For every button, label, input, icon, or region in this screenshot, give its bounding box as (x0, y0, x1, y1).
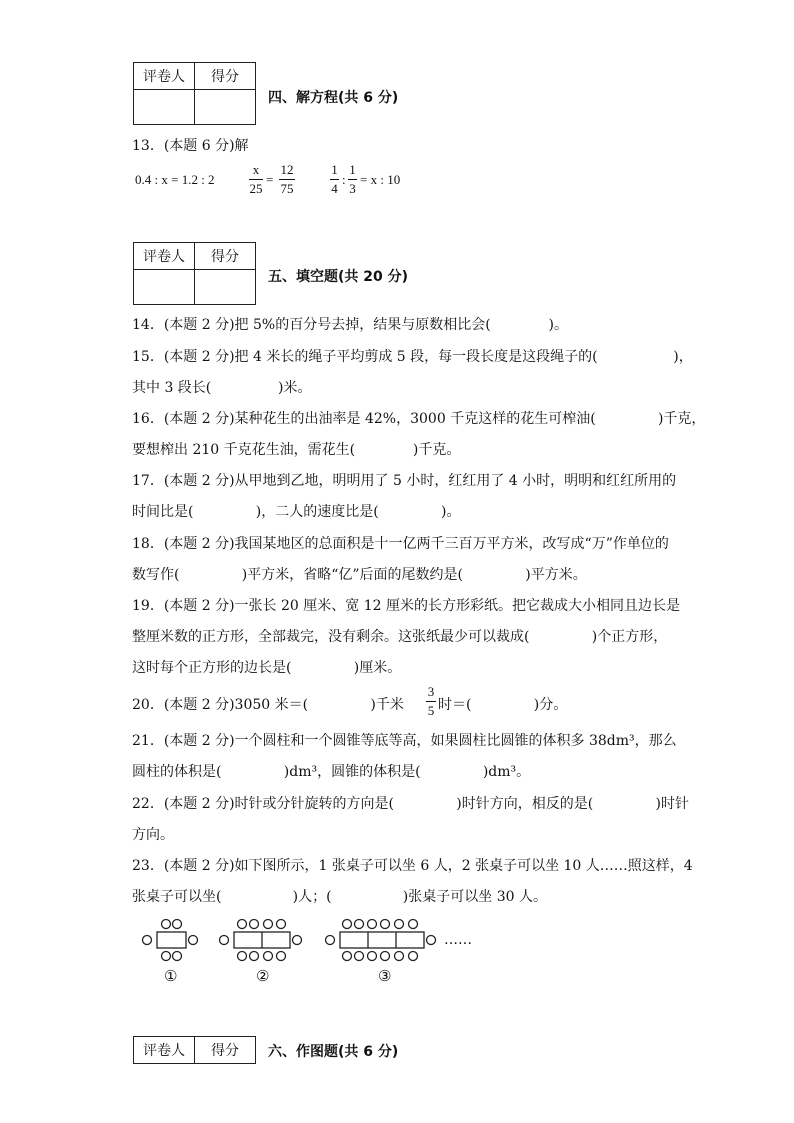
equals-sign: = (266, 172, 274, 187)
q18-line1: 18．(本题 2 分)我国某地区的总面积是十一亿两千三百万平方米，改写成“万”作单位的 (132, 536, 669, 552)
fraction-denominator: 3 (349, 181, 356, 196)
q15-line1: 15．(本题 2 分)把 4 米长的绳子平均剪成 5 段，每一段长度是这段绳子的( )， (132, 349, 693, 365)
fraction-denominator: 5 (427, 703, 435, 718)
grader-cell[interactable] (134, 90, 195, 125)
q16-line2: 要想榨出 210 千克花生油，需花生( )千克。 (132, 442, 461, 458)
q22-line1: 22．(本题 2 分)时针或分针旋转的方向是( )时针方向，相反的是( )时针 (132, 796, 689, 812)
q17-line2: 时间比是( )，二人的速度比是( )。 (132, 504, 461, 520)
fraction-numerator: x (252, 162, 260, 177)
q14: 14．(本题 2 分)把 5%的百分号去掉，结果与原数相比会( )。 (132, 317, 568, 333)
score-cell[interactable] (195, 90, 256, 125)
grader-header: 评卷人 (134, 63, 195, 90)
fraction-denominator: 25 (249, 181, 263, 196)
score-table-six (133, 1036, 256, 1064)
fraction-numerator: 12 (280, 162, 294, 177)
colon: : (342, 172, 346, 187)
figure-one-table (143, 920, 198, 961)
section-four-title: 四、解方程(共 6 分) (268, 90, 399, 106)
score-table-four (133, 62, 256, 125)
q21-line1: 21．(本题 2 分)一个圆柱和一个圆锥等底等高，如果圆柱比圆锥的体积多 38dm³，那么 (132, 733, 677, 749)
q20-part1: 20．(本题 2 分)3050 米＝( )千米 (132, 697, 404, 713)
q21-line2: 圆柱的体积是( )dm³，圆锥的体积是( )dm³。 (132, 764, 531, 780)
q13-eq2-left-fraction (249, 162, 263, 197)
figure-three-tables (326, 920, 436, 961)
q22-line2: 方向。 (132, 827, 174, 843)
fraction-numerator: 1 (331, 162, 338, 177)
q19-line3: 这时每个正方形的边长是( )厘米。 (132, 660, 402, 676)
fraction-denominator: 75 (280, 181, 294, 196)
q13-eq1: 0.4 : x = 1.2 : 2 (135, 172, 215, 187)
score-table-five (133, 242, 256, 305)
q20-part2: 时＝( )分。 (438, 697, 568, 713)
q23-line2: 张桌子可以坐( )人；( )张桌子可以坐 30 人。 (132, 889, 547, 905)
section-six-title: 六、作图题(共 6 分) (268, 1044, 399, 1060)
score-header: 得分 (195, 1037, 256, 1064)
q13-eq3-fraction-b (348, 162, 357, 197)
q13-eq3-fraction-a (330, 162, 339, 197)
fraction-numerator: 1 (349, 162, 356, 177)
q19-line1: 19．(本题 2 分)一张长 20 厘米、宽 12 厘米的长方形彩纸。把它裁成大小相同且边长是 (132, 598, 680, 614)
table-seating-figure (136, 915, 486, 987)
q18-line2: 数写作( )平方米，省略“亿”后面的尾数约是( )平方米。 (132, 567, 587, 583)
figure-label-3: ③ (378, 967, 392, 985)
q16-line1: 16．(本题 2 分)某种花生的出油率是 42%，3000 千克这样的花生可榨油( )千克， (132, 411, 706, 427)
grader-cell[interactable] (134, 270, 195, 305)
q13-eq3-rest: = x : 10 (360, 172, 401, 187)
fraction-denominator: 4 (331, 181, 338, 196)
score-cell[interactable] (195, 270, 256, 305)
q17-line1: 17．(本题 2 分)从甲地到乙地，明明用了 5 小时，红红用了 4 小时，明明和红红所用的 (132, 473, 677, 489)
q13-eq2-right-fraction (279, 162, 295, 197)
q15-line2: 其中 3 段长( )米。 (132, 380, 312, 396)
grader-header: 评卷人 (134, 243, 195, 270)
figure-label-1: ① (164, 967, 178, 985)
figure-two-tables (220, 920, 302, 961)
section-five-title: 五、填空题(共 20 分) (268, 269, 409, 285)
score-header: 得分 (195, 243, 256, 270)
q19-line2: 整厘米数的正方形，全部裁完，没有剩余。这张纸最少可以裁成( )个正方形， (132, 629, 668, 645)
q20-fraction (426, 684, 436, 719)
fraction-numerator: 3 (427, 684, 435, 699)
q13-label: 13．(本题 6 分)解 (132, 138, 249, 154)
grader-header: 评卷人 (134, 1037, 195, 1064)
score-header: 得分 (195, 63, 256, 90)
continuation-dots: …… (444, 932, 472, 948)
figure-label-2: ② (256, 967, 270, 985)
q23-line1: 23．(本题 2 分)如下图所示，1 张桌子可以坐 6 人，2 张桌子可以坐 10 人……照这样，4 (132, 858, 693, 874)
